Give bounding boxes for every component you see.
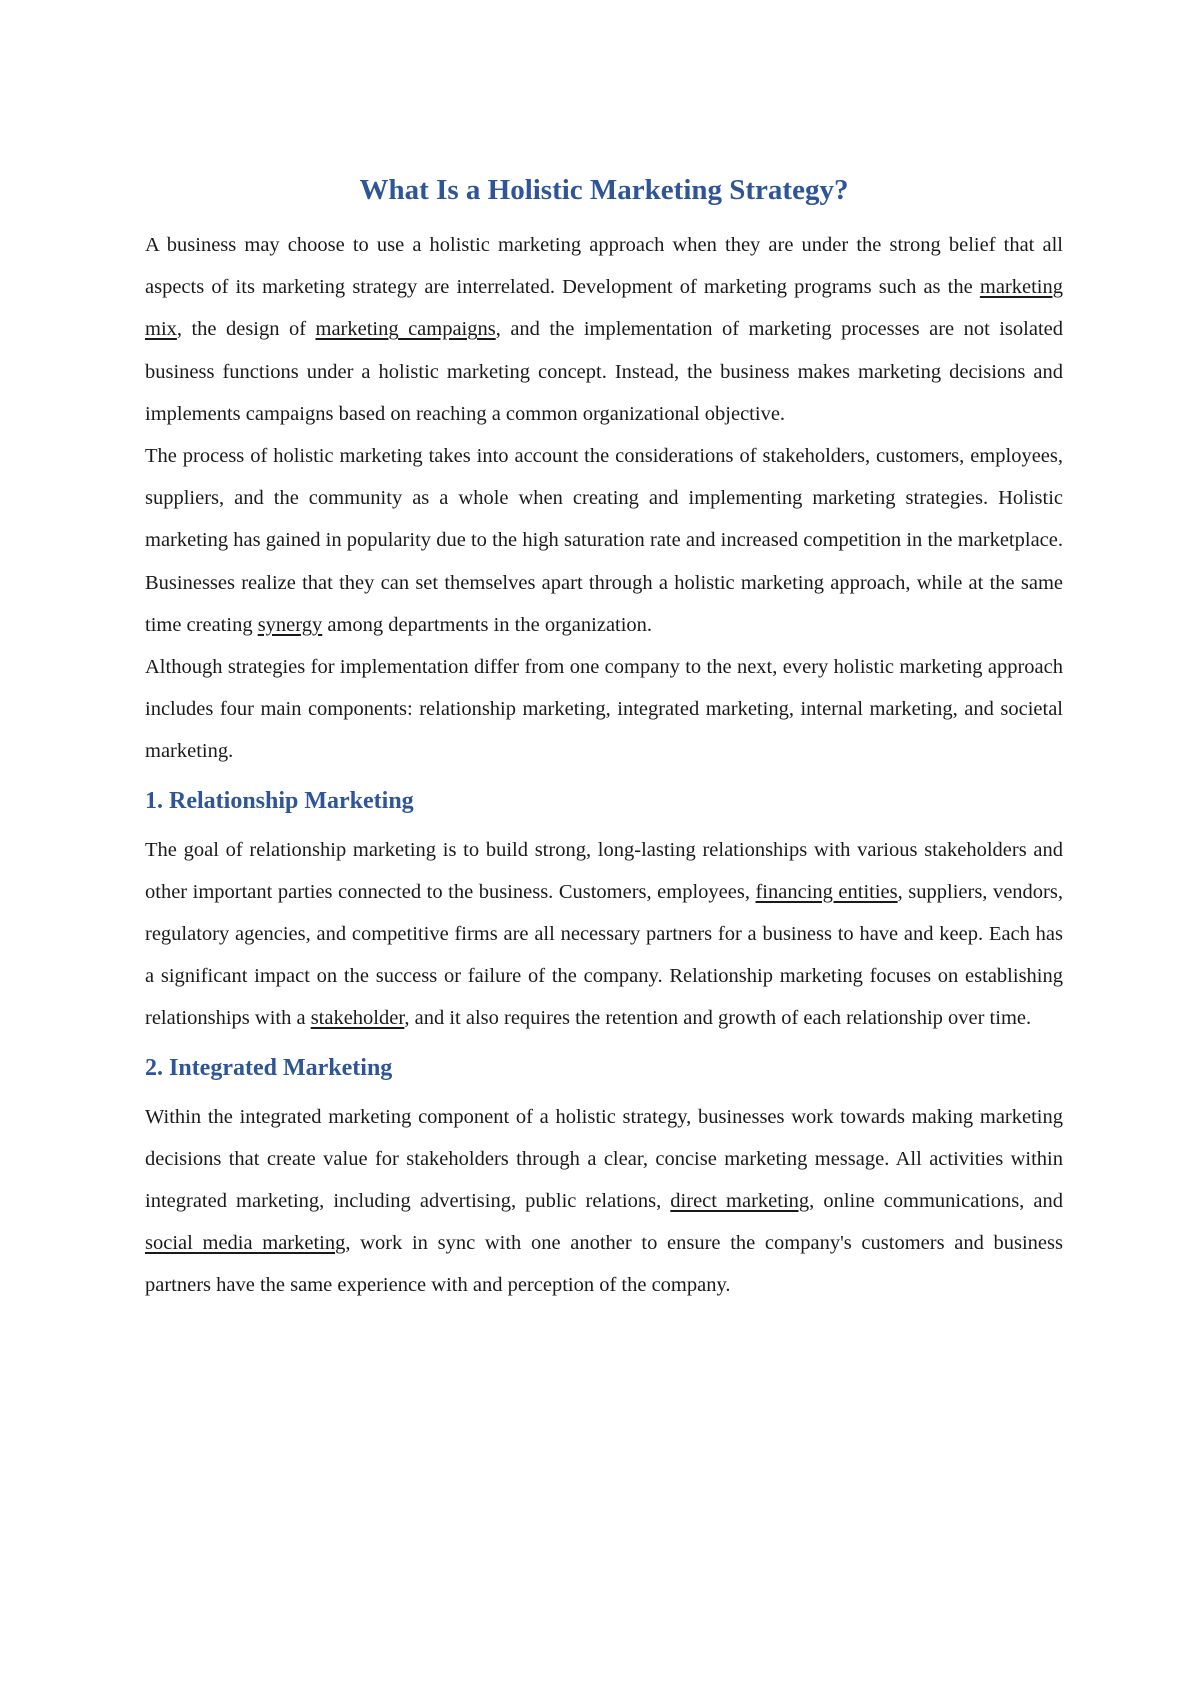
text-run: The goal of relationship marketing is to build strong, long-lasting relationships with various stakeholders and other important parties connected to the business. Customers, employees, [145, 838, 1063, 903]
intro-paragraph-3: Although strategies for implementation differ from one company to the next, every holistic marketing approach includes four main components: relationship marketing, integrated marketing, internal marketing, and societal marketing. [145, 656, 1063, 763]
section-heading-relationship-marketing: 1. Relationship Marketing [145, 787, 414, 814]
text-run: , and the implementation of marketing processes are not isolated business functions under a holistic marketing concept. Instead, the business makes marketing decisions and implements campaigns based on reaching a common organizational objective. [145, 318, 1063, 425]
marketing-mix-link[interactable]: marketing mix [145, 276, 1063, 341]
section-heading-integrated-marketing: 2. Integrated Marketing [145, 1054, 393, 1081]
integrated-marketing-paragraph [145, 1096, 1063, 1307]
text-run: The process of holistic marketing takes into account the considerations of stakeholders, customers, employees, suppliers, and the community as a whole when creating and implementing marketing strategies. Holistic marketing has gained in popularity due to the high saturation rate and increased competition in the marketplace. Businesses realize that they can set themselves apart through a holistic marketing approach, while at the same time creating [145, 445, 1063, 636]
stakeholder-link[interactable]: stakeholder [310, 1007, 405, 1030]
text-run: among departments in the organization. [322, 613, 653, 636]
text-run: , online communications, and [809, 1190, 1063, 1213]
text-run: , the design of [176, 318, 316, 341]
intro-paragraph-1 [145, 224, 1063, 435]
marketing-campaigns-link[interactable]: marketing campaigns [315, 318, 496, 341]
synergy-link[interactable]: synergy [257, 613, 323, 636]
relationship-marketing-paragraph [145, 829, 1063, 1040]
direct-marketing-link[interactable]: direct marketing [670, 1190, 810, 1213]
text-run: Within the integrated marketing component of a holistic strategy, businesses work towards making marketing decisions that create value for stakeholders through a clear, concise marketing message. All activities within integrated marketing, including advertising, public relations, [145, 1105, 1063, 1213]
text-run: , work in sync with one another to ensure the company's customers and business partners have the same experience with and perception of the company. [145, 1232, 1063, 1297]
page-title: What Is a Holistic Marketing Strategy? [359, 174, 849, 206]
document-page [145, 168, 1063, 1307]
text-run: A business may choose to use a holistic marketing approach when they are under the strong belief that all aspects of its marketing strategy are interrelated. Development of marketing programs such as the [145, 234, 1063, 299]
intro-paragraph-2 [145, 435, 1063, 646]
text-run: , suppliers, vendors, regulatory agencies, and competitive firms are all necessary partners for a business to have and keep. Each has a significant impact on the success or failure of the company. Relationship marketing focuses on establishing relationships with a [145, 880, 1063, 1030]
financing-entities-link[interactable]: financing entities [755, 880, 898, 903]
text-run: , and it also requires the retention and growth of each relationship over time. [404, 1007, 1032, 1030]
social-media-marketing-link[interactable]: social media marketing [145, 1232, 346, 1255]
